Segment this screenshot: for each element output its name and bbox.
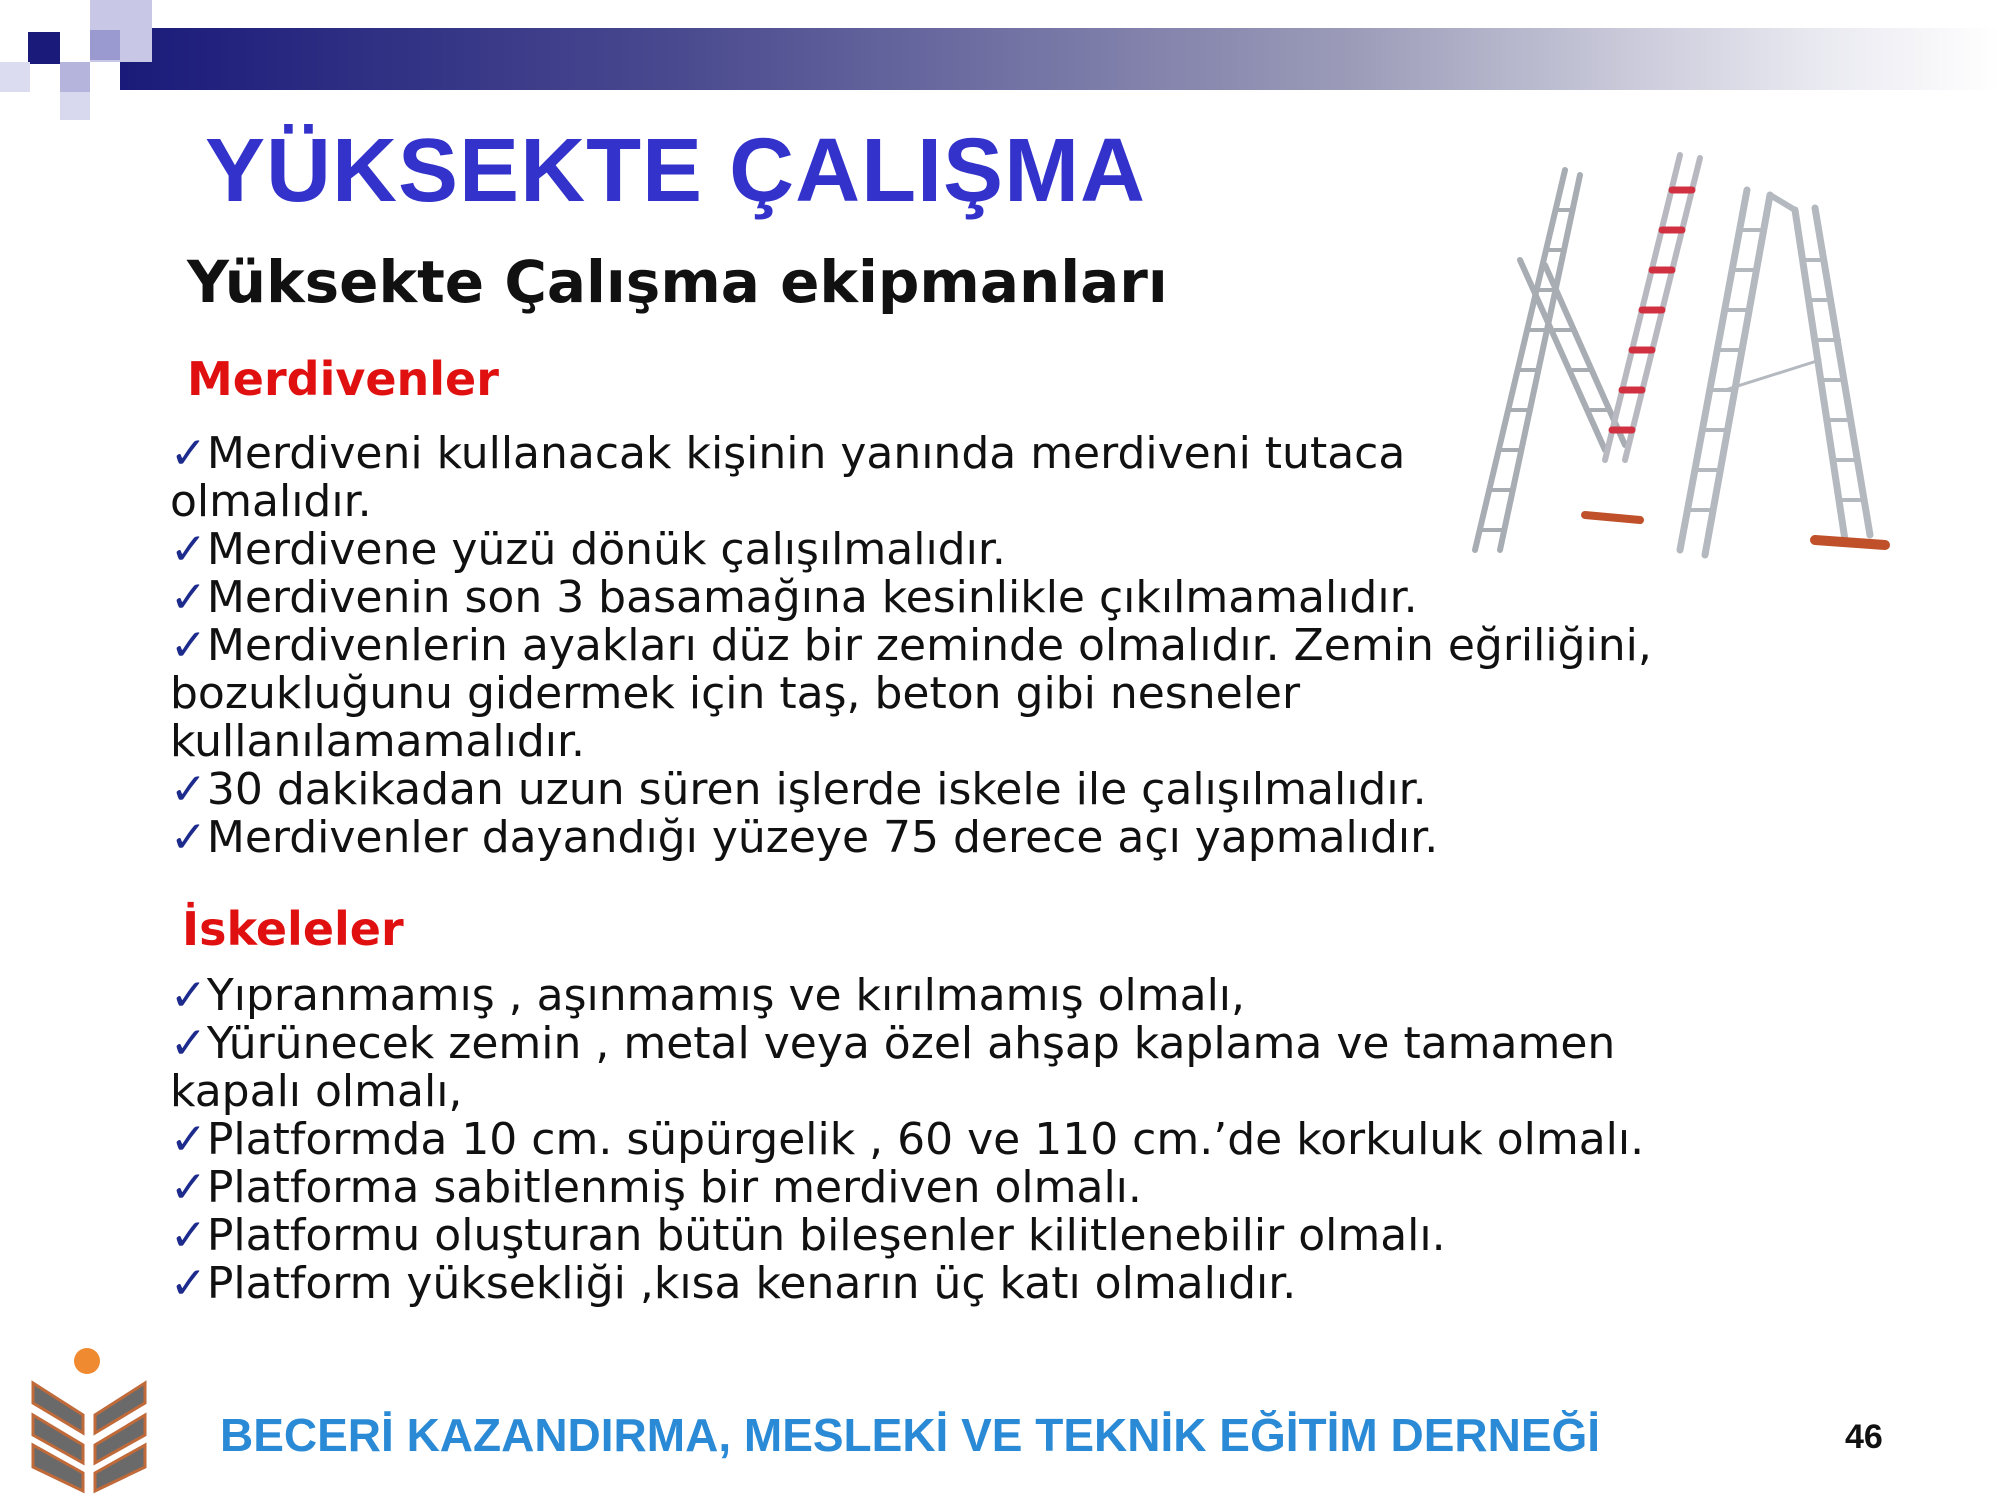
checkmark-icon: ✓ [170, 1114, 207, 1165]
checkmark-icon: ✓ [170, 620, 207, 671]
header-square-mid [90, 30, 120, 60]
list-item-text: Merdivenlerin ayakları düz bir zeminde olmalıdır. Zemin eğriliğini, bozukluğunu gidermek için taş, beton gibi nesneler kullanılamamalıdır. [170, 620, 1652, 767]
list-item [170, 574, 1670, 622]
list-item-text: Platforma sabitlenmiş bir merdiven olmalı. [206, 1162, 1142, 1213]
header-square-light [60, 92, 90, 120]
scaffold-rules-list [170, 972, 1670, 1308]
list-item-text: Yürünecek zemin , metal veya özel ahşap kaplama ve tamamen kapalı olmalı, [170, 1018, 1616, 1117]
footer-organization-name: BECERİ KAZANDIRMA, MESLEKİ VE TEKNİK EĞİTİM DERNEĞİ [220, 1409, 1601, 1461]
list-item [170, 526, 1670, 574]
checkmark-icon: ✓ [170, 1210, 207, 1261]
checkmark-icon: ✓ [170, 1162, 207, 1213]
list-item-text: 30 dakikadan uzun süren işlerde iskele ile çalışılmalıdır. [206, 764, 1427, 815]
list-item-text: Platform yüksekliği ,kısa kenarın üç katı olmalıdır. [206, 1258, 1297, 1309]
organization-logo-icon [25, 1345, 165, 1495]
list-item-text: Merdivene yüzü dönük çalışılmalıdır. [206, 524, 1006, 575]
page-title: YÜKSEKTE ÇALIŞMA [205, 121, 1147, 221]
list-item [170, 766, 1670, 814]
section-heading-scaffolds: İskeleler [182, 902, 404, 956]
header-gradient-bar [120, 28, 2000, 90]
checkmark-icon: ✓ [170, 524, 207, 575]
list-item [170, 814, 1670, 862]
page-number: 46 [1845, 1418, 1883, 1456]
list-item [170, 1020, 1650, 1116]
header-square-light [0, 62, 30, 92]
page-subtitle: Yüksekte Çalışma ekipmanları [187, 248, 1168, 316]
checkmark-icon: ✓ [170, 764, 207, 815]
list-item-text: Merdivenin son 3 basamağına kesinlikle çıkılmamalıdır. [206, 572, 1418, 623]
list-item [170, 1212, 1670, 1260]
red-rung-ladder-image [1605, 155, 1700, 460]
list-item-text: Merdiveni kullanacak kişinin yanında merdiveni tutaca olmalıdır. [170, 428, 1406, 527]
header-square-light [60, 62, 90, 92]
extension-ladder-image [1475, 170, 1640, 550]
section-heading-ladders: Merdivenler [187, 352, 499, 406]
list-item-text: Yıpranmamış , aşınmamış ve kırılmamış olmalı, [206, 970, 1246, 1021]
combination-ladder-image [1680, 190, 1885, 555]
header-square-dark [28, 32, 60, 64]
ladders-illustration [1455, 150, 1915, 570]
list-item [170, 1164, 1670, 1212]
list-item [170, 430, 1440, 526]
checkmark-icon: ✓ [170, 428, 207, 479]
list-item [170, 972, 1670, 1020]
checkmark-icon: ✓ [170, 812, 207, 863]
list-item-text: Platformda 10 cm. süpürgelik , 60 ve 110 cm.’de korkuluk olmalı. [206, 1114, 1645, 1165]
checkmark-icon: ✓ [170, 1018, 207, 1069]
checkmark-icon: ✓ [170, 1258, 207, 1309]
ladder-rules-list [170, 430, 1670, 862]
checkmark-icon: ✓ [170, 970, 207, 1021]
list-item [170, 622, 1670, 766]
list-item [170, 1116, 1670, 1164]
list-item [170, 1260, 1670, 1308]
list-item-text: Merdivenler dayandığı yüzeye 75 derece açı yapmalıdır. [206, 812, 1439, 863]
checkmark-icon: ✓ [170, 572, 207, 623]
list-item-text: Platformu oluşturan bütün bileşenler kilitlenebilir olmalı. [206, 1210, 1446, 1261]
